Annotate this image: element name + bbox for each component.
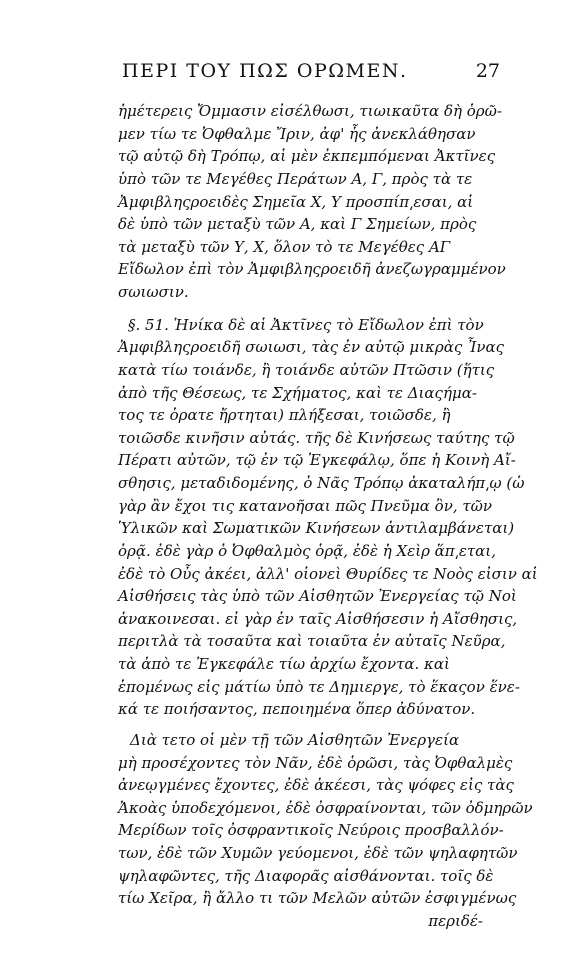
text-line: τῷ αὐτῷ δὴ Τρόπῳ, αἱ μὲν ἐκπεμπόμεναι Ἀκτῖνες: [118, 147, 496, 165]
text-line: Αἰσθήσεις τὰς ὑπὸ τῶν Αἰσθητῶν Ἐνεργείας τῷ Νοὶ: [118, 587, 517, 605]
text-line: τοιῶσδε κινῆσιν αὐτάς. τῆς δὲ Κινήσεως ταύτης τῷ: [118, 429, 515, 447]
text-line: ἀπὸ τῆς Θέσεως, τε Σχήματος, καὶ τε Διαςήμα-: [118, 384, 477, 402]
text-line: τὰ μεταξὺ τῶν Υ, Χ, ὅλον τὸ τε Μεγέθες ΑΓ: [118, 238, 451, 256]
text-line: Πέρατι αὐτῶν, τῷ ἐν τῷ Ἐγκεφάλῳ, ὅπε ἡ Κοινὴ Αἴ-: [118, 451, 516, 469]
text-line: ἀνακοινεσαι. εἰ γὰρ ἐν ταῖς Αἰσθήσεσιν ἡ Αἴσθησις,: [118, 610, 518, 628]
text-line: Ἀμφιβληςροειδῆ σωιωσι, τὰς ἐν αὐτῷ μικρὰς Ἶνας: [118, 338, 505, 356]
text-line: ψηλαφῶντες, τῆς Διαφορᾶς αἰσθάνονται. τοῖς δὲ: [118, 867, 494, 885]
text-line: ἀνεῳγμένες ἔχοντες, ἐδὲ ἀκέεσι, τὰς ψόφες εἰς τὰς: [118, 776, 514, 794]
catchword: περιδέ-: [428, 912, 483, 930]
text-line: τὰ ἀπὸ τε Ἐγκεφάλε τίω ἀρχίω ἔχοντα. καὶ: [118, 655, 450, 673]
section-heading-line: §. 51. Ἡνίκα δὲ αἱ Ἀκτῖνες τὸ Εἴδωλον ἐπὶ τὸν: [128, 316, 484, 334]
text-line: μεν τίω τε Ὀφθαλμε Ἴριν, ἀφ' ἧς ἀνεκλάθησαν: [118, 125, 476, 143]
text-line: δὲ ὑπὸ τῶν μεταξὺ τῶν Α, καὶ Γ Σημείων, πρὸς: [118, 215, 477, 233]
text-line: ἐδὲ τὸ Οὖς ἀκέει, ἀλλ' οἱονεὶ Θυρίδες τε Νοὸς εἰσιν αἱ: [118, 565, 538, 583]
text-line: σωιωσιν.: [118, 283, 189, 301]
text-line: κατὰ τίω τοιάνδε, ἢ τοιάνδε αὐτῶν Πτῶσιν (ἥτις: [118, 361, 495, 379]
text-line: τίω Χεῖρα, ἢ ἄλλο τι τῶν Μελῶν αὐτῶν ἐσφιγμένως: [118, 889, 517, 907]
text-line: τος τε ὁρατε ἤρτηται) πλήξεσαι, τοιῶσδε, ἢ: [118, 406, 451, 424]
text-line: ἑπομένως εἰς μάτίω ὑπὸ τε Δημιεργε, τὸ ἕκαςον ἕνε-: [118, 678, 520, 696]
text-line: κά τε ποιήσαντος, πεποιημένα ὅπερ ἀδύνατον.: [118, 700, 476, 718]
text-line: περιτλὰ τὰ τοσαῦτα καὶ τοιαῦτα ἐν αὐταῖς Νεῦρα,: [118, 632, 506, 650]
page-number: 27: [475, 60, 500, 82]
text-line: γὰρ ἂν ἔχοι τις κατανοῆσαι πῶς Πνεῦμα ὂν, τῶν: [118, 497, 493, 515]
text-line: Ὑλικῶν καὶ Σωματικῶν Κινήσεων ἀντιλαμβάνεται): [118, 519, 515, 537]
text-line: Ἀμφιβληςροειδὲς Σημεῖα Χ, Υ προσπίπ͵εσαι, αἱ: [118, 193, 474, 211]
text-line: Μερίδων τοῖς ὀσφραντικοῖς Νεύροις προσβαλλόν-: [118, 821, 504, 839]
text-line: μὴ προσέχοντες τὸν Νᾶν, ἐδὲ ὁρῶσι, τὰς Ὀφθαλμὲς: [118, 754, 513, 772]
text-line: ὑπὸ τῶν τε Μεγέθες Περάτων Α, Γ, πρὸς τὰ τε: [118, 170, 473, 188]
text-line: των, ἐδὲ τῶν Χυμῶν γεύομενοι, ἐδὲ τῶν ψηλαφητῶν: [118, 844, 518, 862]
running-title: ΠΕΡΙ ΤΟΥ ΠΩΣ ΟΡΩΜΕΝ.: [122, 60, 408, 82]
running-head: [100, 60, 500, 88]
text-line: Εἴδωλον ἐπὶ τὸν Ἀμφιβληςροειδῆ ἀνεζωγραμμένον: [118, 260, 506, 278]
text-line: Ἀκοὰς ὑποδεχόμενοι, ἐδὲ ὀσφραίνονται, τῶν ὀδμηρῶν: [118, 799, 533, 817]
text-line: ὁρᾷ. ἐδὲ γὰρ ὁ Ὀφθαλμὸς ὁρᾷ, ἐδὲ ἡ Χεὶρ ἅπ͵εται,: [118, 542, 496, 560]
text-line: σθησις, μεταδιδομένης, ὁ Νᾶς Τρόπῳ ἀκαταλήπ͵ῳ (ὡ: [118, 474, 525, 492]
paragraph-start-line: Διὰ τετο οἱ μὲν τῇ τῶν Αἰσθητῶν Ἐνεργεία: [130, 731, 460, 749]
text-line: ἡμέτερεις Ὄμμασιν εἰσέλθωσι, τιωικαῦτα δὴ ὁρῶ-: [118, 102, 502, 120]
